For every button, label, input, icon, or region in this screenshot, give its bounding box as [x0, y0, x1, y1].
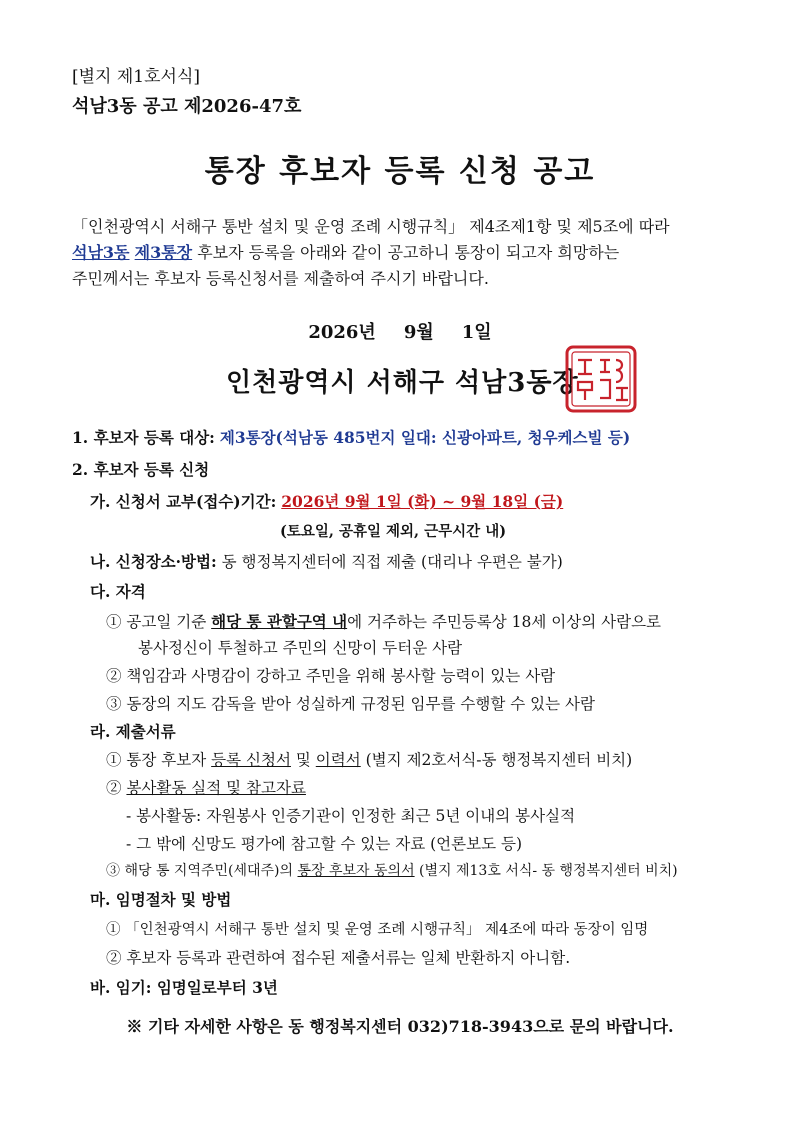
document-2 — [106, 776, 306, 798]
document-2-title: 봉사활동 실적 및 참고자료 — [126, 779, 306, 797]
item-ga — [90, 490, 563, 512]
document-3-consent: 통장 후보자 동의서 — [297, 863, 415, 879]
section-target-label: 1. 후보자 등록 대상: — [72, 428, 215, 447]
item-da: 다. 자격 — [90, 582, 146, 601]
qualification-1-pre: ① 공고일 기준 — [106, 613, 212, 631]
issuer-name: 인천광역시 서해구 석남3동장 — [226, 368, 579, 398]
procedure-2: ② 후보자 등록과 관련하여 접수된 제출서류는 일체 반환하지 아니함. — [106, 949, 571, 967]
qualification-1-cont: 봉사정신이 투철하고 주민의 신망이 두터운 사람 — [138, 639, 463, 657]
date-month: 9월 — [403, 322, 434, 343]
date-year: 2026년 — [308, 322, 376, 343]
document-3-pre: ③ 해당 통 지역주민(세대주)의 — [106, 863, 298, 879]
official-seal-icon — [564, 344, 638, 414]
date-day: 1일 — [461, 322, 492, 343]
target-dong: 석남3동 — [72, 243, 130, 262]
document-2-a: - 봉사활동: 자원봉사 인증기관이 인정한 최근 5년 이내의 봉사실적 — [126, 807, 576, 825]
document-2-b: - 그 밖에 신망도 평가에 참고할 수 있는 자료 (언론보도 등) — [126, 835, 523, 853]
intro-line-1: 「인천광역시 서해구 통반 설치 및 운영 조례 시행규칙」 제4조제1항 및 제5조에 따라 — [72, 217, 670, 236]
form-number: [별지 제1호서식] — [72, 67, 201, 87]
item-ma: 마. 임명절차 및 방법 — [90, 890, 232, 909]
target-tong: 제3통장 — [134, 243, 193, 262]
document-2-pre: ② — [106, 779, 127, 797]
procedure-1: ① 「인천광역시 서해구 통반 설치 및 운영 조례 시행규칙」 제4조에 따라 동장이 임명 — [106, 922, 649, 938]
period-note: (토요일, 공휴일 제외, 근무시간 내) — [280, 523, 507, 540]
document-1-mid: 및 — [290, 751, 316, 769]
item-ba: 바. 임기: 임명일로부터 3년 — [90, 978, 278, 997]
item-na — [90, 550, 563, 572]
qualification-3: ③ 동장의 지도 감독을 받아 성실하게 규정된 임무를 수행할 수 있는 사람 — [106, 695, 595, 713]
intro-paragraph — [72, 214, 670, 292]
qualification-1 — [106, 610, 661, 632]
page-title: 통장 후보자 등록 신청 공고 — [204, 154, 596, 189]
section-target — [72, 426, 630, 448]
qualification-1-area: 해당 통 관할구역 내 — [211, 612, 348, 631]
section-target-value: 제3통장(석남동 485번지 일대: 신광아파트, 청우케스빌 등) — [219, 428, 631, 447]
intro-line-2 — [72, 240, 670, 266]
document-3-post: (별지 제13호 서식- 동 행정복지센터 비치) — [414, 863, 678, 879]
item-ga-label: 가. 신청서 교부(접수)기간: — [90, 492, 277, 511]
application-period: 2026년 9월 1일 (화) ~ 9월 18일 (금) — [281, 492, 564, 511]
document-1-resume: 이력서 — [315, 751, 361, 769]
qualification-1-post: 에 거주하는 주민등록상 18세 이상의 사람으로 — [347, 613, 662, 631]
item-na-label: 나. 신청장소·방법: — [90, 552, 217, 571]
contact-footer: ※ 기타 자세한 사항은 동 행정복지센터 032)718-3943으로 문의 바랍니다. — [126, 1017, 674, 1036]
document-1 — [106, 748, 632, 770]
item-ra: 라. 제출서류 — [90, 722, 176, 741]
notice-number: 석남3동 공고 제2026-47호 — [72, 96, 302, 117]
item-na-value: 동 행정복지센터에 직접 제출 (대리나 우편은 불가) — [216, 553, 563, 571]
intro-line-2-rest: 후보자 등록을 아래와 같이 공고하니 통장이 되고자 희망하는 — [192, 243, 620, 262]
document-1-pre: ① 통장 후보자 — [106, 751, 212, 769]
qualification-2: ② 책임감과 사명감이 강하고 주민을 위해 봉사할 능력이 있는 사람 — [106, 667, 556, 685]
section-application: 2. 후보자 등록 신청 — [72, 460, 210, 479]
document-1-form: 등록 신청서 — [211, 751, 291, 769]
notice-date — [0, 318, 800, 344]
document-3 — [106, 860, 678, 880]
document-1-post: (별지 제2호서식-동 행정복지센터 비치) — [360, 751, 633, 769]
intro-line-3: 주민께서는 후보자 등록신청서를 제출하여 주시기 바랍니다. — [72, 269, 489, 288]
